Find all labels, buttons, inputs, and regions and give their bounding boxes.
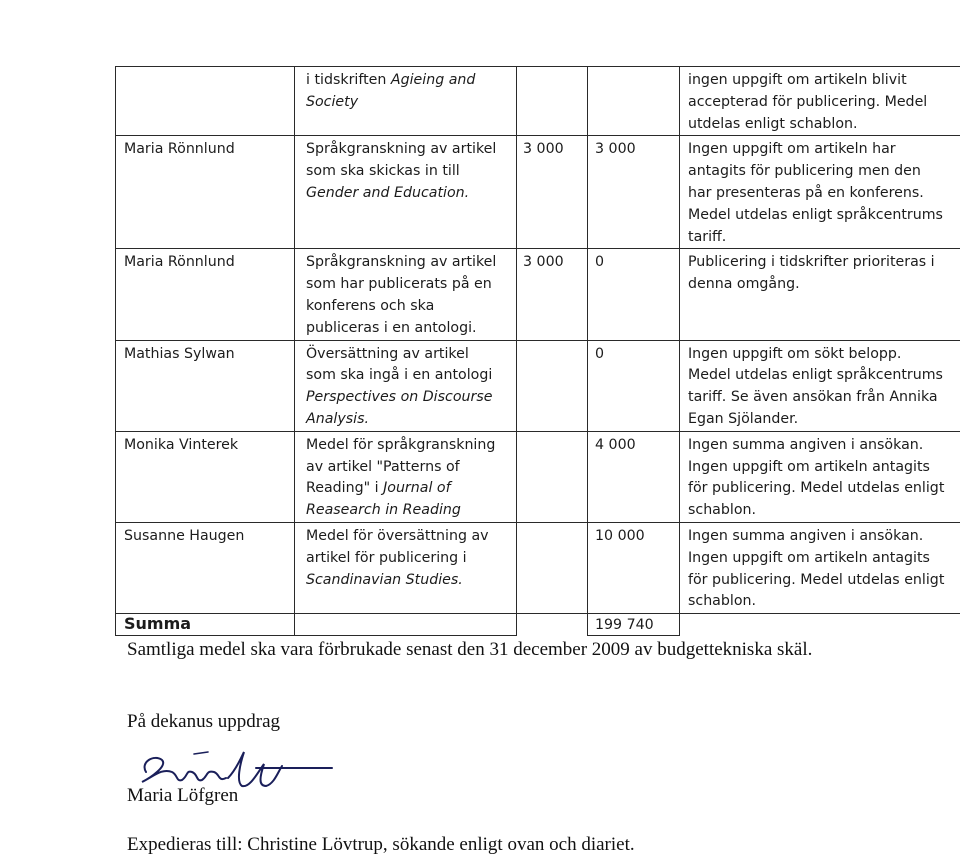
applicant-name: Maria Rönnlund [116,136,295,249]
distribution-line: Expedieras till: Christine Lövtrup, sökande enligt ovan och diariet. [127,834,635,855]
table-row [116,431,960,522]
table-row [116,340,960,431]
table-row [116,67,960,136]
comment: Ingen uppgift om sökt belopp. Medel utdelas enligt språkcentrums tariff. Se även ansökan från Annika Egan Sjölander. [680,340,960,431]
comment: Publicering i tidskrifter prioriteras i denna omgång. [680,249,960,340]
requested-amount: 3 000 [517,136,588,249]
sum-label: Summa [116,614,295,636]
requested-amount: 3 000 [517,249,588,340]
sum-empty-requested [517,614,588,636]
table-row [116,522,960,613]
granted-amount: 3 000 [588,136,680,249]
signer-name: Maria Löfgren [127,785,239,806]
sum-total: 199 740 [588,614,680,636]
closing-text: Samtliga medel ska vara förbrukade senast den 31 december 2009 av budgettekniska skäl. [127,639,813,660]
table-row [116,136,960,249]
sum-empty-comment [680,614,960,636]
purpose-description: Medel för översättning av artikel för publicering i Scandinavian Studies. [295,522,517,613]
purpose-description: Språkgranskning av artikel som ska skickas in till Gender and Education. [295,136,517,249]
purpose-description: Översättning av artikel som ska ingå i en antologi Perspectives on Discourse Analysis. [295,340,517,431]
on-behalf-text: På dekanus uppdrag [127,711,281,732]
granted-amount: 0 [588,249,680,340]
applicant-name: Mathias Sylwan [116,340,295,431]
applicant-name: Susanne Haugen [116,522,295,613]
grant-table [115,66,960,636]
applicant-name: Maria Rönnlund [116,249,295,340]
requested-amount [517,67,588,136]
purpose-description: i tidskriften Agieing and Society [295,67,517,136]
granted-amount: 4 000 [588,431,680,522]
granted-amount [588,67,680,136]
comment: Ingen uppgift om artikeln har antagits för publicering men den har presenteras på en konferens. Medel utdelas enligt språkcentrums tariff. [680,136,960,249]
applicant-name [116,67,295,136]
requested-amount [517,431,588,522]
granted-amount: 10 000 [588,522,680,613]
comment: Ingen summa angiven i ansökan. Ingen uppgift om artikeln antagits för publicering. Medel utdelas enligt schablon. [680,431,960,522]
sum-row [116,614,960,636]
requested-amount [517,340,588,431]
purpose-description: Medel för språkgranskning av artikel "Patterns of Reading" i Journal of Reasearch in Reading [295,431,517,522]
applicant-name: Monika Vinterek [116,431,295,522]
table-row [116,249,960,340]
requested-amount [517,522,588,613]
comment: ingen uppgift om artikeln blivit accepterad för publicering. Medel utdelas enligt schablon. [680,67,960,136]
purpose-description: Språkgranskning av artikel som har publicerats på en konferens och ska publiceras i en antologi. [295,249,517,340]
granted-amount: 0 [588,340,680,431]
comment: Ingen summa angiven i ansökan. Ingen uppgift om artikeln antagits för publicering. Medel utdelas enligt schablon. [680,522,960,613]
sum-empty-desc [295,614,517,636]
